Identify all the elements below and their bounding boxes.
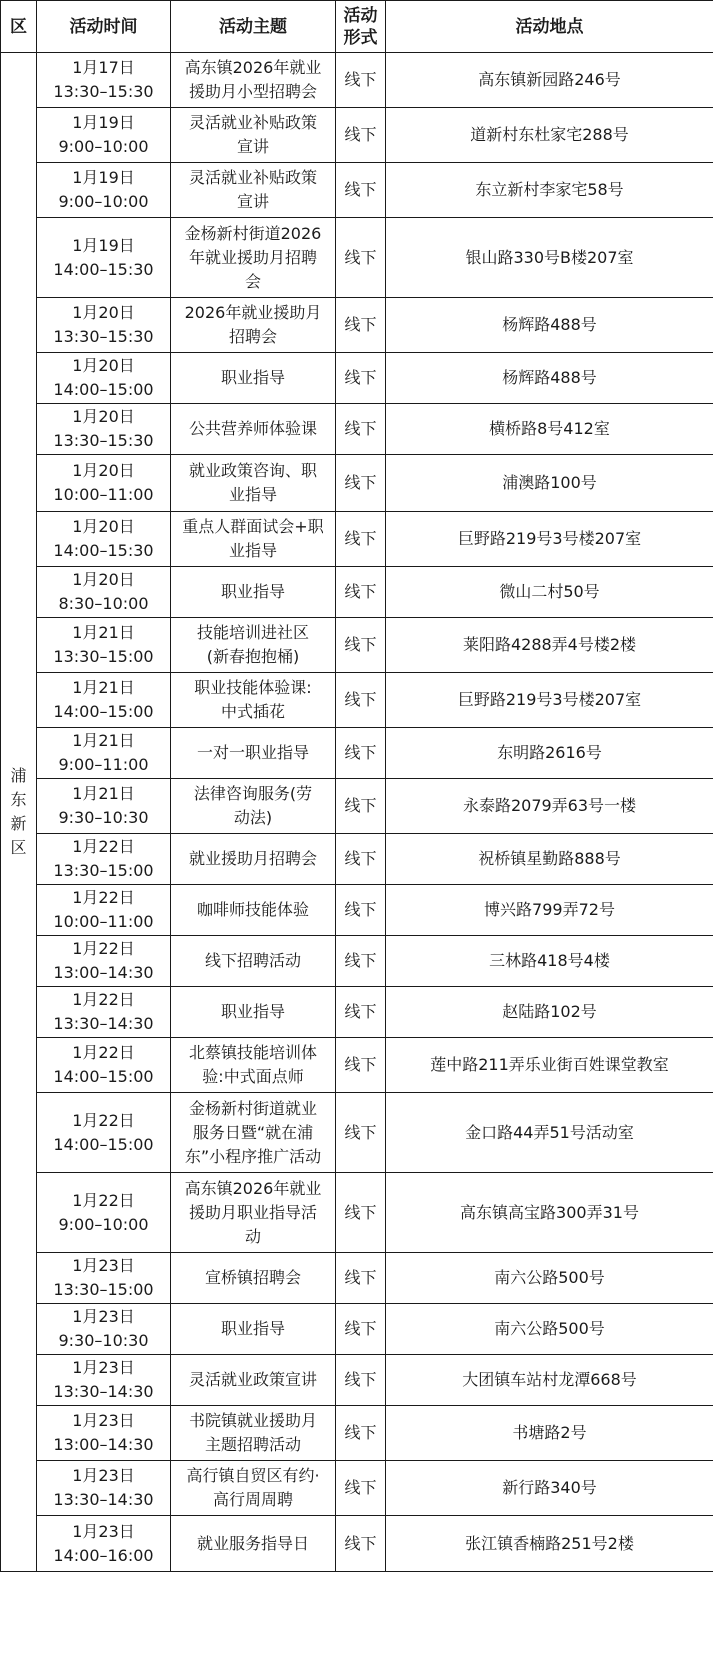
format-cell: 线下	[336, 673, 386, 728]
table-row	[1, 512, 713, 567]
time-cell: 1月20日 14:00–15:00	[37, 353, 171, 404]
table-row	[1, 163, 713, 218]
time-cell: 1月20日 8:30–10:00	[37, 567, 171, 618]
time-cell: 1月22日 13:30–15:00	[37, 834, 171, 885]
table-row	[1, 567, 713, 618]
table-row	[1, 1355, 713, 1406]
location-cell: 道新村东杜家宅288号	[386, 108, 713, 163]
format-cell: 线下	[336, 404, 386, 455]
table-row	[1, 53, 713, 108]
table-row	[1, 1304, 713, 1355]
theme-cell: 重点人群面试会+职 业指导	[171, 512, 336, 567]
format-cell: 线下	[336, 936, 386, 987]
theme-cell: 宣桥镇招聘会	[171, 1253, 336, 1304]
theme-cell: 职业指导	[171, 353, 336, 404]
table-row	[1, 936, 713, 987]
table-row	[1, 1253, 713, 1304]
theme-cell: 一对一职业指导	[171, 728, 336, 779]
location-cell: 巨野路219号3号楼207室	[386, 512, 713, 567]
time-cell: 1月23日 14:00–16:00	[37, 1516, 171, 1572]
theme-cell: 金杨新村街道2026 年就业援助月招聘 会	[171, 218, 336, 298]
time-cell: 1月20日 13:30–15:30	[37, 298, 171, 353]
theme-cell: 2026年就业援助月 招聘会	[171, 298, 336, 353]
theme-cell: 高行镇自贸区有约· 高行周周聘	[171, 1461, 336, 1516]
theme-cell: 就业服务指导日	[171, 1516, 336, 1572]
table-row	[1, 1516, 713, 1572]
header-format: 活动 形式	[336, 1, 386, 53]
location-cell: 高东镇新园路246号	[386, 53, 713, 108]
table-row	[1, 1461, 713, 1516]
time-cell: 1月23日 9:30–10:30	[37, 1304, 171, 1355]
location-cell: 高东镇高宝路300弄31号	[386, 1173, 713, 1253]
time-cell: 1月22日 13:30–14:30	[37, 987, 171, 1038]
theme-cell: 北蔡镇技能培训体 验:中式面点师	[171, 1038, 336, 1093]
location-cell: 张江镇香楠路251号2楼	[386, 1516, 713, 1572]
table-row	[1, 455, 713, 512]
table-row	[1, 404, 713, 455]
location-cell: 银山路330号B楼207室	[386, 218, 713, 298]
theme-cell: 高东镇2026年就业 援助月职业指导活 动	[171, 1173, 336, 1253]
theme-cell: 技能培训进社区 (新春抱抱桶)	[171, 618, 336, 673]
time-cell: 1月21日 9:00–11:00	[37, 728, 171, 779]
location-cell: 博兴路799弄72号	[386, 885, 713, 936]
table-row	[1, 298, 713, 353]
header-district: 区	[1, 1, 37, 53]
time-cell: 1月23日 13:30–14:30	[37, 1461, 171, 1516]
theme-cell: 灵活就业补贴政策 宣讲	[171, 163, 336, 218]
theme-cell: 灵活就业政策宣讲	[171, 1355, 336, 1406]
format-cell: 线下	[336, 1304, 386, 1355]
theme-cell: 金杨新村街道就业 服务日暨“就在浦 东”小程序推广活动	[171, 1093, 336, 1173]
time-cell: 1月20日 13:30–15:30	[37, 404, 171, 455]
format-cell: 线下	[336, 618, 386, 673]
location-cell: 永泰路2079弄63号一楼	[386, 779, 713, 834]
location-cell: 莱阳路4288弄4号楼2楼	[386, 618, 713, 673]
header-time: 活动时间	[37, 1, 171, 53]
theme-cell: 就业援助月招聘会	[171, 834, 336, 885]
format-cell: 线下	[336, 108, 386, 163]
location-cell: 莲中路211弄乐业街百姓课堂教室	[386, 1038, 713, 1093]
theme-cell: 职业指导	[171, 1304, 336, 1355]
theme-cell: 高东镇2026年就业 援助月小型招聘会	[171, 53, 336, 108]
format-cell: 线下	[336, 728, 386, 779]
theme-cell: 职业技能体验课: 中式插花	[171, 673, 336, 728]
location-cell: 书塘路2号	[386, 1406, 713, 1461]
format-cell: 线下	[336, 1461, 386, 1516]
format-cell: 线下	[336, 163, 386, 218]
format-cell: 线下	[336, 1355, 386, 1406]
format-cell: 线下	[336, 1038, 386, 1093]
table-row	[1, 834, 713, 885]
table-row	[1, 987, 713, 1038]
format-cell: 线下	[336, 1173, 386, 1253]
location-cell: 杨辉路488号	[386, 353, 713, 404]
time-cell: 1月21日 14:00–15:00	[37, 673, 171, 728]
location-cell: 微山二村50号	[386, 567, 713, 618]
location-cell: 祝桥镇星勤路888号	[386, 834, 713, 885]
table-row	[1, 885, 713, 936]
location-cell: 三林路418号4楼	[386, 936, 713, 987]
table-row	[1, 353, 713, 404]
table-row	[1, 673, 713, 728]
format-cell: 线下	[336, 218, 386, 298]
time-cell: 1月21日 9:30–10:30	[37, 779, 171, 834]
location-cell: 新行路340号	[386, 1461, 713, 1516]
format-cell: 线下	[336, 512, 386, 567]
time-cell: 1月22日 13:00–14:30	[37, 936, 171, 987]
table-row	[1, 1038, 713, 1093]
theme-cell: 灵活就业补贴政策 宣讲	[171, 108, 336, 163]
theme-cell: 就业政策咨询、职 业指导	[171, 455, 336, 512]
location-cell: 杨辉路488号	[386, 298, 713, 353]
theme-cell: 职业指导	[171, 987, 336, 1038]
time-cell: 1月23日 13:00–14:30	[37, 1406, 171, 1461]
time-cell: 1月20日 10:00–11:00	[37, 455, 171, 512]
theme-cell: 书院镇就业援助月 主题招聘活动	[171, 1406, 336, 1461]
format-cell: 线下	[336, 298, 386, 353]
table-row	[1, 618, 713, 673]
time-cell: 1月23日 13:30–14:30	[37, 1355, 171, 1406]
location-cell: 浦澳路100号	[386, 455, 713, 512]
location-cell: 东立新村李家宅58号	[386, 163, 713, 218]
time-cell: 1月20日 14:00–15:30	[37, 512, 171, 567]
theme-cell: 公共营养师体验课	[171, 404, 336, 455]
location-cell: 横桥路8号412室	[386, 404, 713, 455]
time-cell: 1月19日 9:00–10:00	[37, 108, 171, 163]
table-row	[1, 1173, 713, 1253]
time-cell: 1月22日 10:00–11:00	[37, 885, 171, 936]
location-cell: 南六公路500号	[386, 1304, 713, 1355]
theme-cell: 法律咨询服务(劳 动法)	[171, 779, 336, 834]
table-row	[1, 108, 713, 163]
location-cell: 东明路2616号	[386, 728, 713, 779]
district-cell: 浦 东 新 区	[1, 53, 37, 1572]
time-cell: 1月17日 13:30–15:30	[37, 53, 171, 108]
location-cell: 金口路44弄51号活动室	[386, 1093, 713, 1173]
format-cell: 线下	[336, 987, 386, 1038]
location-cell: 巨野路219号3号楼207室	[386, 673, 713, 728]
table-row	[1, 728, 713, 779]
table-row	[1, 779, 713, 834]
location-cell: 赵陆路102号	[386, 987, 713, 1038]
format-cell: 线下	[336, 1093, 386, 1173]
format-cell: 线下	[336, 779, 386, 834]
location-cell: 南六公路500号	[386, 1253, 713, 1304]
location-cell: 大团镇车站村龙潭668号	[386, 1355, 713, 1406]
header-row	[1, 1, 713, 53]
time-cell: 1月23日 13:30–15:00	[37, 1253, 171, 1304]
table-row	[1, 1093, 713, 1173]
header-theme: 活动主题	[171, 1, 336, 53]
format-cell: 线下	[336, 53, 386, 108]
time-cell: 1月22日 14:00–15:00	[37, 1038, 171, 1093]
format-cell: 线下	[336, 885, 386, 936]
time-cell: 1月22日 14:00–15:00	[37, 1093, 171, 1173]
format-cell: 线下	[336, 455, 386, 512]
format-cell: 线下	[336, 1516, 386, 1572]
theme-cell: 线下招聘活动	[171, 936, 336, 987]
format-cell: 线下	[336, 1253, 386, 1304]
theme-cell: 咖啡师技能体验	[171, 885, 336, 936]
format-cell: 线下	[336, 834, 386, 885]
theme-cell: 职业指导	[171, 567, 336, 618]
format-cell: 线下	[336, 567, 386, 618]
format-cell: 线下	[336, 1406, 386, 1461]
table-row	[1, 218, 713, 298]
time-cell: 1月22日 9:00–10:00	[37, 1173, 171, 1253]
time-cell: 1月19日 14:00–15:30	[37, 218, 171, 298]
header-location: 活动地点	[386, 1, 713, 53]
format-cell: 线下	[336, 353, 386, 404]
time-cell: 1月21日 13:30–15:00	[37, 618, 171, 673]
time-cell: 1月19日 9:00–10:00	[37, 163, 171, 218]
table-row	[1, 1406, 713, 1461]
